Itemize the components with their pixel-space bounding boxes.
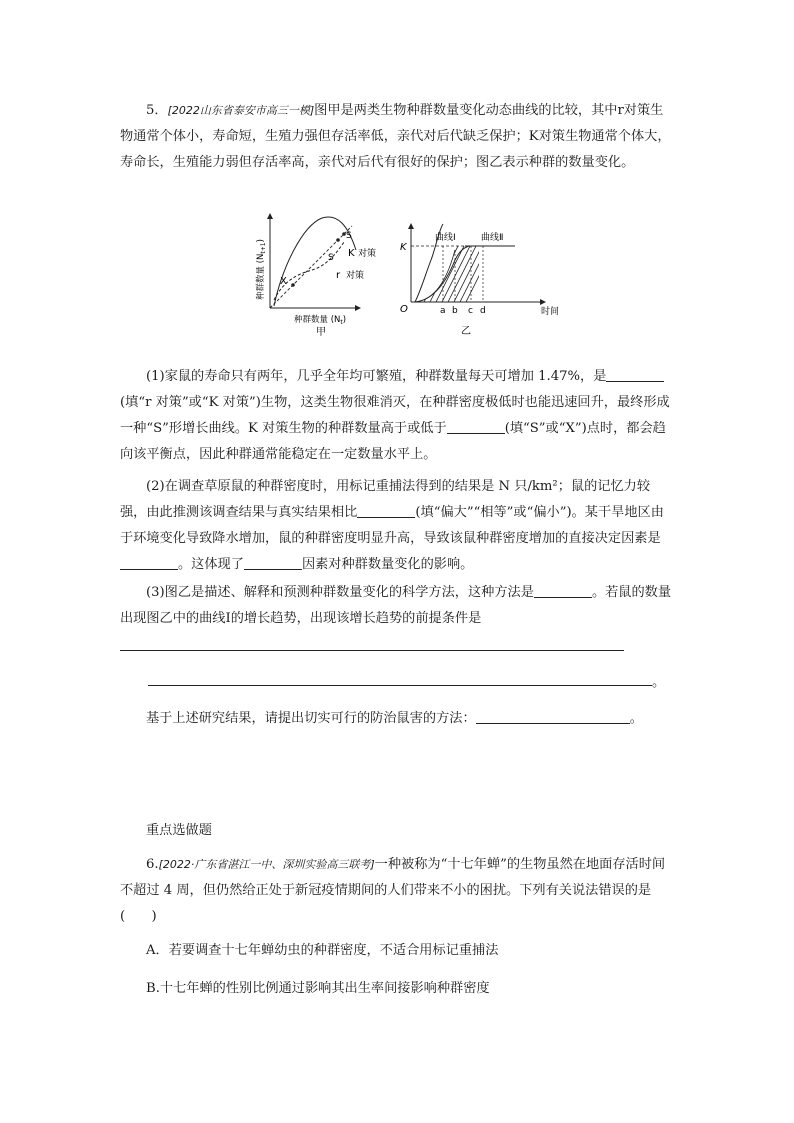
answer-blank-6[interactable]: [534, 582, 592, 598]
jia-x-label: 种群数量 $(N_t)$: [294, 315, 347, 326]
answer-line-1[interactable]: [120, 650, 624, 651]
q6-stem-text: 一种被称为“十七年蝉”的生物虽然在地面存活时间不超过 4 周，但仍然给正处于新冠疫情期间的人们带来不小的困扰。下列有关说法错误的是( ): [120, 857, 666, 924]
jia-point-x: [291, 283, 295, 287]
q5-part4: 基于上述研究结果，请提出切实可行的防治鼠害的方法： 。: [146, 706, 686, 732]
q5-stem-text: 图甲是两类生物种群数量变化动态曲线的比较，其中r对策生物通常个体小，寿命短，生殖力强但存活率低，亲代对后代缺乏保护；K对策生物通常个体大，寿命长，生殖能力弱但存活率高，亲代对后代有很好的保护；图乙表示种群的数量变化。: [120, 103, 671, 170]
yi-curve-2-label: 曲线Ⅱ: [481, 233, 504, 243]
figure-jia: [252, 208, 382, 338]
jia-label-s1: S: [328, 253, 334, 263]
q5-part3: (3)图乙是描述、解释和预测种群数量变化的科学方法，这种方法是 。若鼠的数量出现图乙中的曲线Ⅰ的增长趋势，出现该增长趋势的前提条件是: [120, 580, 676, 632]
answer-blank-7[interactable]: [476, 708, 630, 724]
answer-blank-3[interactable]: [357, 502, 415, 518]
answer-line-2[interactable]: [148, 685, 652, 686]
jia-curve-k: [274, 217, 356, 306]
yi-curve-2: [415, 246, 469, 302]
jia-y-label: 种群数量 $(N_{t+1})$: [256, 239, 267, 300]
answer-blank-4[interactable]: [120, 554, 178, 570]
jia-label-k-strategy: 对策: [358, 249, 377, 259]
q5-source: [2022山东省泰安市高三一模]: [167, 104, 315, 117]
answer-line-2-period: 。: [652, 675, 666, 690]
jia-diagonal: [270, 226, 352, 308]
q5-number: 5．: [146, 103, 168, 118]
answer-blank-2[interactable]: [447, 418, 505, 434]
figure-yi: [395, 220, 575, 342]
jia-point-s1: [336, 238, 340, 242]
yi-tick-b: b: [452, 306, 458, 316]
jia-label-r-strategy: 对策: [346, 271, 365, 281]
answer-blank-1[interactable]: [606, 366, 664, 382]
yi-x-label: 时间: [541, 307, 560, 317]
yi-tick-d: d: [480, 306, 486, 316]
jia-caption: 甲: [316, 327, 326, 338]
yi-caption: 乙: [461, 326, 471, 337]
yi-tick-c: c: [468, 306, 473, 316]
q6-option-a[interactable]: A．若要调查十七年蝉幼虫的种群密度，不适合用标记重捕法: [146, 943, 499, 958]
yi-k-label: K: [400, 242, 407, 253]
jia-label-x: X: [280, 276, 287, 287]
q6-option-b[interactable]: B.十七年蝉的性别比例通过影响其出生率间接影响种群密度: [146, 981, 490, 996]
q6-source: [2022·广东省湛江一中、深圳实验高三联考]: [158, 858, 375, 871]
q6-number: 6.: [146, 857, 159, 872]
section-title: 重点选做题: [146, 823, 212, 838]
yi-origin-label: O: [400, 304, 408, 315]
answer-blank-5[interactable]: [244, 554, 302, 570]
q5-stem: [120, 98, 676, 176]
q5-part2: (2)在调查草原鼠的种群密度时，用标记重捕法得到的结果是 N 只/km²；鼠的记忆力较强，由此推测该调查结果与真实结果相比 (填“偏大”“相等”或“偏小”)。某干旱地区由于环境变化导致降水增加，鼠的种群密度明显升高，导致该鼠种群密度增加的直接决定因素是。这体现了 因素对种群数量变化的影响。: [120, 479, 664, 572]
jia-label-s2: S: [346, 231, 352, 241]
q5-part1: (1)家鼠的寿命只有两年，几乎全年均可繁殖，种群数量每天可增加 1.47%，是(填“r 对策”或“K 对策”)生物，这类生物很难消灭，在种群密度极低时也能迅速回升，最终形成一种“S”形增长曲线。K 对策生物的种群数量高于或低于 (填“S”或“X”)点时，都会趋向该平衡点，因此种群通常能稳定在一定数量水平上。: [120, 364, 676, 468]
yi-tick-a: a: [440, 306, 446, 316]
jia-label-r: r: [336, 270, 341, 281]
yi-curve-1-label: 曲线Ⅰ: [435, 233, 456, 243]
q6-stem: [120, 852, 676, 930]
jia-label-k: K: [348, 248, 355, 259]
